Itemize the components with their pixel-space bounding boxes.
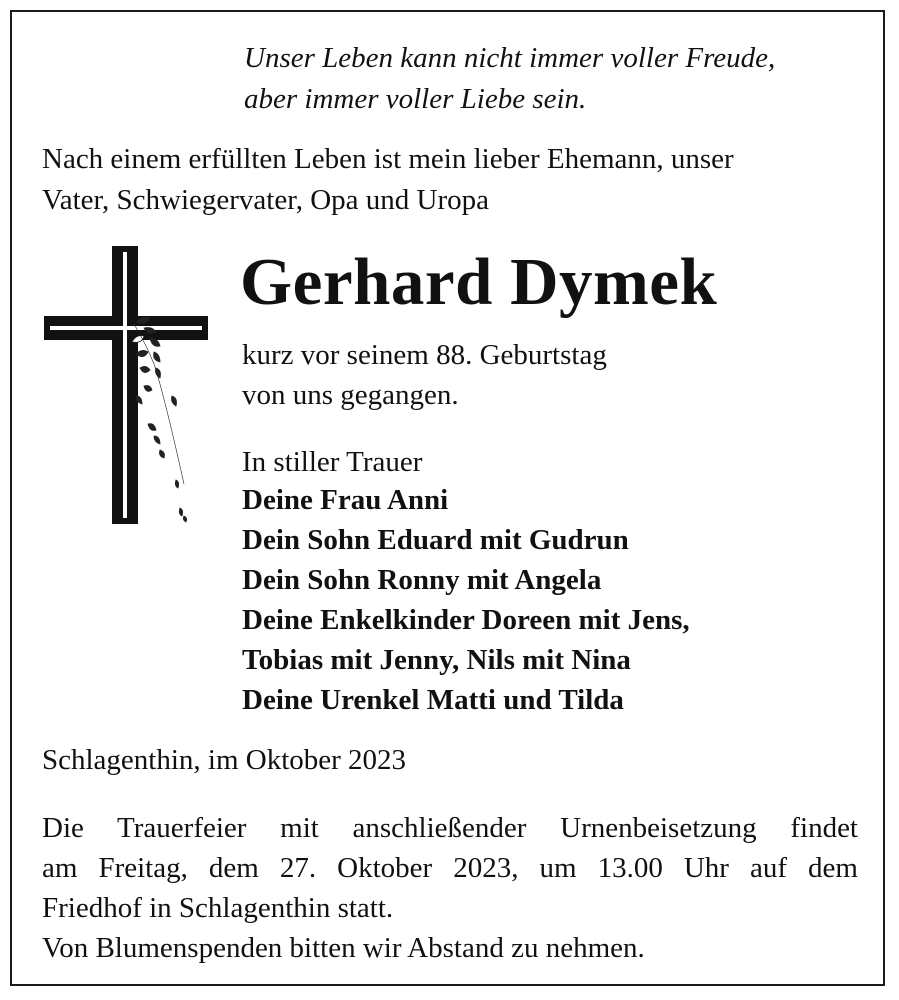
ceremony-line: Von Blumenspenden bitten wir Abstand zu nehmen.: [42, 932, 645, 964]
ceremony-notice: [42, 808, 858, 968]
mourners-list: [242, 480, 690, 720]
ceremony-line: am Freitag, dem 27. Oktober 2023, um 13.00 Uhr auf dem: [42, 852, 858, 884]
intro-line: Vater, Schwiegervater, Opa und Uropa: [42, 184, 490, 216]
mourner-item: Deine Frau Anni: [242, 484, 449, 516]
intro-text: [42, 139, 734, 221]
motto-quote: [244, 38, 775, 120]
place-date: Schlagenthin, im Oktober 2023: [42, 744, 407, 776]
motto-line: Unser Leben kann nicht immer voller Freude,: [244, 42, 776, 74]
cross-with-leaves-icon: [44, 246, 210, 526]
motto-line: aber immer voller Liebe sein.: [244, 83, 587, 115]
mourner-item: Dein Sohn Ronny mit Angela: [242, 564, 602, 596]
intro-line: Nach einem erfüllten Leben ist mein lieber Ehemann, unser: [42, 143, 734, 175]
deceased-name: Gerhard Dymek: [240, 245, 718, 319]
passing-text: [242, 335, 607, 415]
mourner-item: Deine Urenkel Matti und Tilda: [242, 684, 624, 716]
passing-line: kurz vor seinem 88. Geburtstag: [242, 339, 607, 371]
mourning-label: In stiller Trauer: [242, 446, 423, 478]
mourner-item: Tobias mit Jenny, Nils mit Nina: [242, 644, 631, 676]
mourner-item: Deine Enkelkinder Doreen mit Jens,: [242, 604, 690, 636]
passing-line: von uns gegangen.: [242, 379, 459, 411]
ceremony-line: Die Trauerfeier mit anschließender Urnenbeisetzung findet: [42, 812, 858, 844]
ceremony-line: Friedhof in Schlagenthin statt.: [42, 892, 394, 924]
mourner-item: Dein Sohn Eduard mit Gudrun: [242, 524, 629, 556]
